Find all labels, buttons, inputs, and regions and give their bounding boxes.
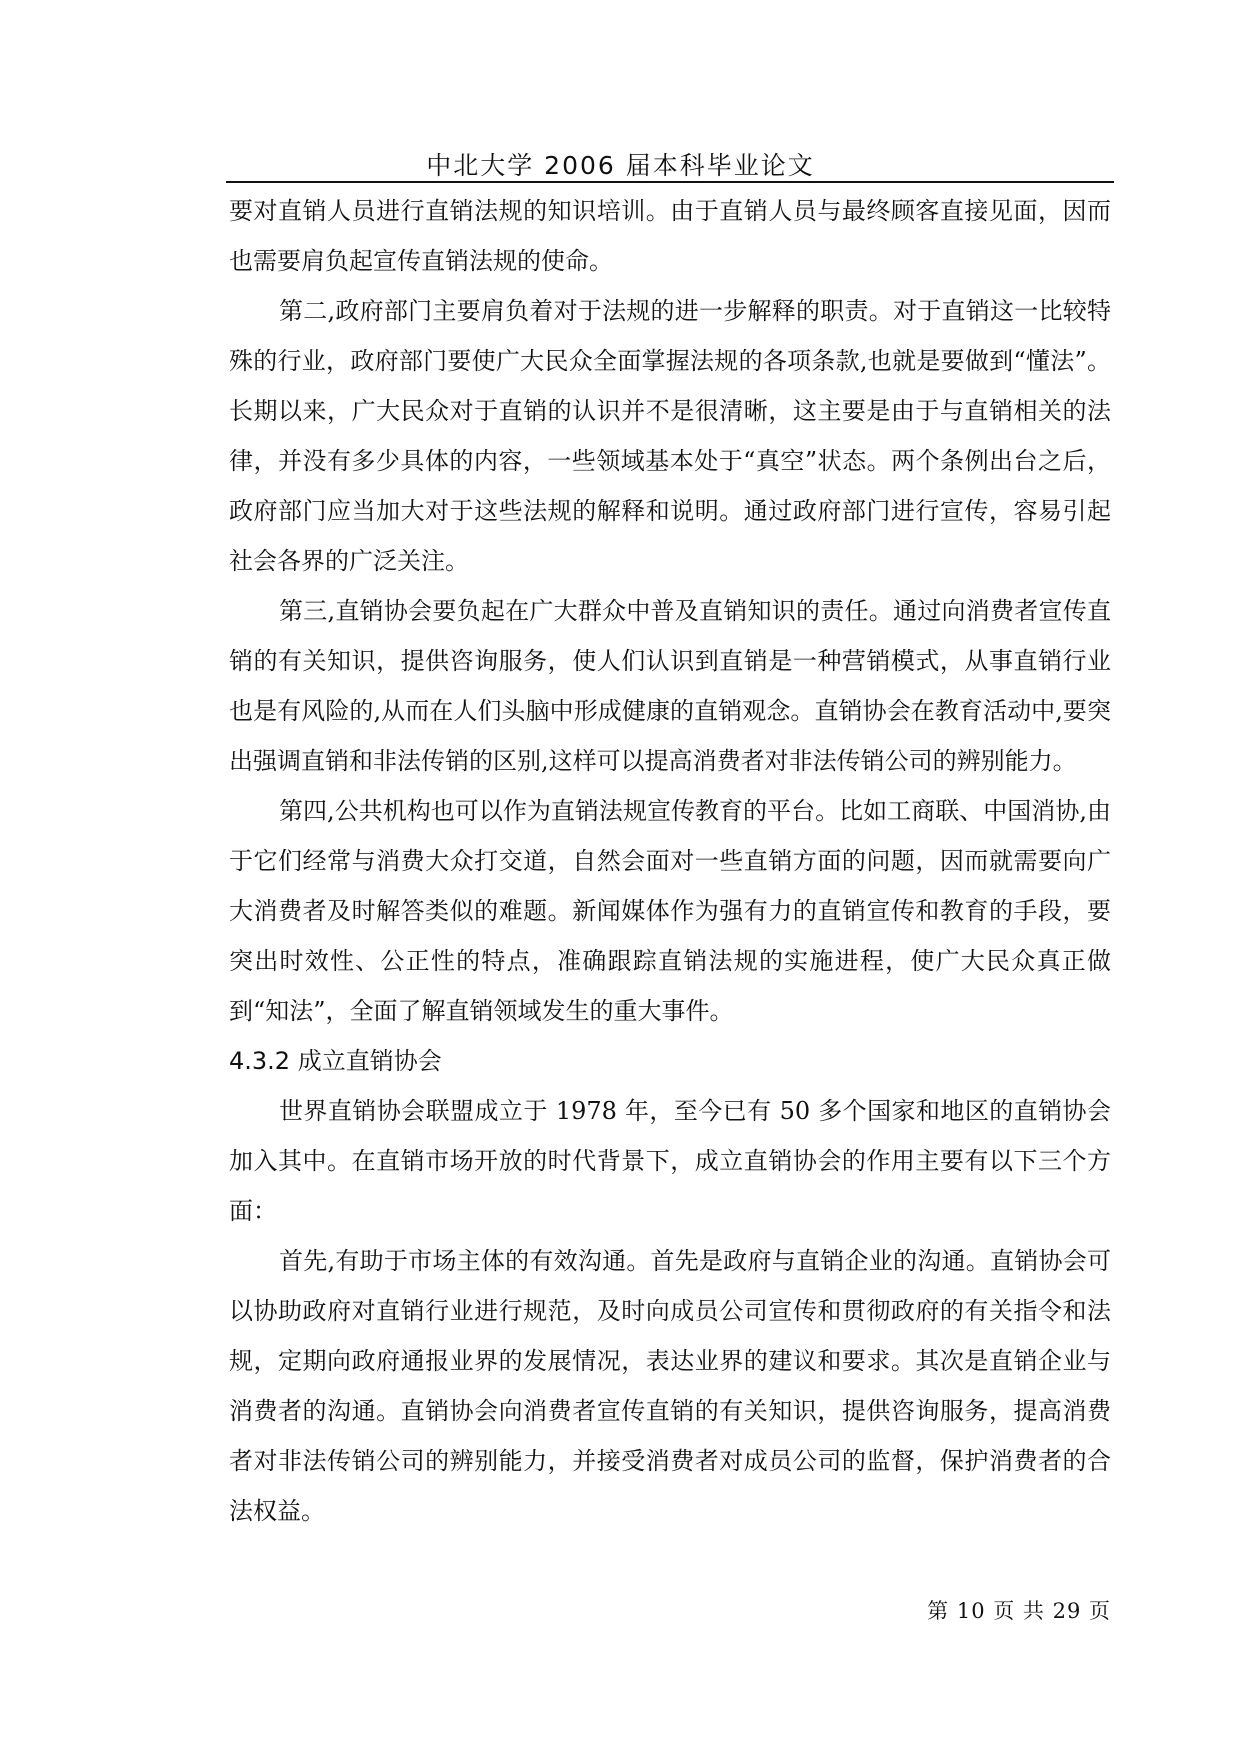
page-header-title: 中北大学 2006 届本科毕业论文 [426,151,815,180]
paragraph-1: 要对直销人员进行直销法规的知识培训。由于直销人员与最终顾客直接见面，因而也需要肩负起宣传直销法规的使命。 [229,197,1111,275]
paragraph-2: 第二,政府部门主要肩负着对于法规的进一步解释的职责。对于直销这一比较特殊的行业，政府部门要使广大民众全面掌握法规的各项条款,也就是要做到“懂法”。长期以来，广大民众对于直销的认识并不是很清晰，这主要是由于与直销相关的法律，并没有多少具体的内容，一些领域基本处于“真空”状态。两个条例出台之后，政府部门应当加大对于这些法规的解释和说明。通过政府部门进行宣传，容易引起社会各界的广泛关注。 [229,297,1111,575]
paragraph-5: 世界直销协会联盟成立于 1978 年，至今已有 50 多个国家和地区的直销协会加入其中。在直销市场开放的时代背景下，成立直销协会的作用主要有以下三个方面： [229,1097,1111,1225]
header-divider [226,181,1114,183]
section-heading: 4.3.2 成立直销协会 [229,1047,442,1075]
page-number: 第 10 页 共 29 页 [927,1599,1111,1623]
paragraph-3: 第三,直销协会要负起在广大群众中普及直销知识的责任。通过向消费者宣传直销的有关知识，提供咨询服务，使人们认识到直销是一种营销模式，从事直销行业也是有风险的,从而在人们头脑中形成健康的直销观念。直销协会在教育活动中,要突出强调直销和非法传销的区别,这样可以提高消费者对非法传销公司的辨别能力。 [229,597,1111,775]
paragraph-4: 第四,公共机构也可以作为直销法规宣传教育的平台。比如工商联、中国消协,由于它们经常与消费大众打交道，自然会面对一些直销方面的问题，因而就需要向广大消费者及时解答类似的难题。新闻媒体作为强有力的直销宣传和教育的手段，要突出时效性、公正性的特点，准确跟踪直销法规的实施进程，使广大民众真正做到“知法”，全面了解直销领域发生的重大事件。 [229,797,1111,1025]
document-body [229,186,1111,1536]
paragraph-6: 首先,有助于市场主体的有效沟通。首先是政府与直销企业的沟通。直销协会可以协助政府对直销行业进行规范，及时向成员公司宣传和贯彻政府的有关指令和法规，定期向政府通报业界的发展情况，表达业界的建议和要求。其次是直销企业与消费者的沟通。直销协会向消费者宣传直销的有关知识，提供咨询服务，提高消费者对非法传销公司的辨别能力，并接受消费者对成员公司的监督，保护消费者的合法权益。 [229,1247,1111,1525]
